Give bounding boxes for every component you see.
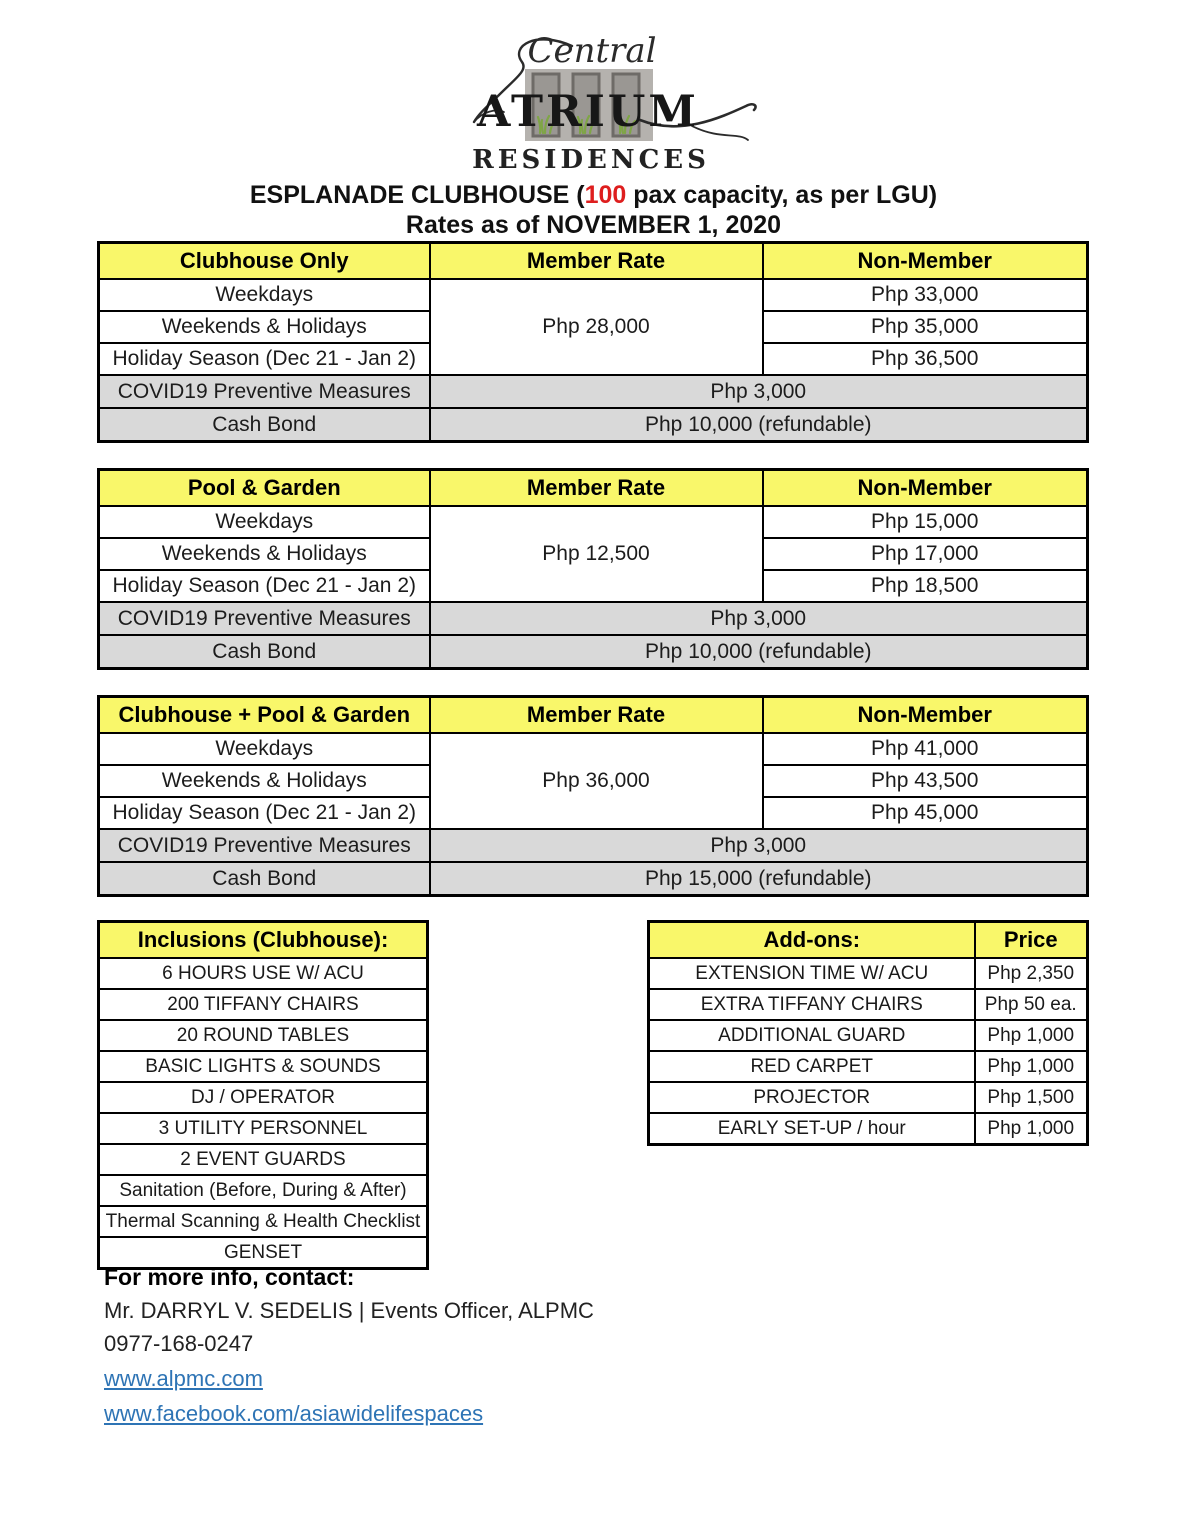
covid-value-cell: Php 3,000: [430, 375, 1088, 408]
day-type-cell: Weekdays: [99, 733, 430, 765]
addon-price: Php 1,000: [975, 1020, 1088, 1051]
day-type-cell: Weekdays: [99, 506, 430, 538]
member-rate-cell: Php 12,500: [430, 506, 763, 602]
member-rate-header: Member Rate: [430, 697, 763, 734]
logo-sub-text: RESIDENCES: [471, 145, 710, 175]
addon-label: EARLY SET-UP / hour: [649, 1113, 975, 1145]
addon-price: Php 50 ea.: [975, 989, 1088, 1020]
logo-script-text: Central: [526, 31, 657, 71]
addon-price: Php 1,000: [975, 1051, 1088, 1082]
inclusion-item: BASIC LIGHTS & SOUNDS: [99, 1051, 428, 1082]
cash-bond-value-cell: Php 10,000 (refundable): [430, 635, 1088, 669]
covid-label-cell: COVID19 Preventive Measures: [99, 829, 430, 862]
non-member-header: Non-Member: [763, 470, 1088, 507]
member-rate-cell: Php 36,000: [430, 733, 763, 829]
logo-main-text: ATRIUM: [476, 87, 699, 137]
inclusion-item: 20 ROUND TABLES: [99, 1020, 428, 1051]
addons-header: Add-ons:: [649, 922, 975, 959]
non-member-header: Non-Member: [763, 243, 1088, 280]
covid-value-cell: Php 3,000: [430, 829, 1088, 862]
day-type-cell: Holiday Season (Dec 21 - Jan 2): [99, 797, 430, 829]
inclusion-item: 200 TIFFANY CHAIRS: [99, 989, 428, 1020]
cash-bond-label-cell: Cash Bond: [99, 408, 430, 442]
table-title-cell: Clubhouse Only: [99, 243, 430, 280]
rate-table-clubhouse-only: [97, 241, 1089, 443]
member-rate-header: Member Rate: [430, 243, 763, 280]
inclusions-header: Inclusions (Clubhouse):: [99, 922, 428, 959]
addon-label: EXTENSION TIME W/ ACU: [649, 958, 975, 989]
inclusion-item: Sanitation (Before, During & After): [99, 1175, 428, 1206]
page-title: [0, 181, 1187, 210]
non-member-header: Non-Member: [763, 697, 1088, 734]
day-type-cell: Weekends & Holidays: [99, 538, 430, 570]
table-title-cell: Pool & Garden: [99, 470, 430, 507]
non-member-rate-cell: Php 35,000: [763, 311, 1088, 343]
addon-price: Php 2,350: [975, 958, 1088, 989]
contact-phone: 0977-168-0247: [104, 1331, 254, 1356]
day-type-cell: Weekends & Holidays: [99, 765, 430, 797]
addon-price: Php 1,500: [975, 1082, 1088, 1113]
table-title-cell: Clubhouse + Pool & Garden: [99, 697, 430, 734]
member-rate-header: Member Rate: [430, 470, 763, 507]
cash-bond-label-cell: Cash Bond: [99, 862, 430, 896]
page-title-capacity: 100: [584, 181, 627, 209]
atrium-logo: [424, 20, 764, 175]
inclusion-item: DJ / OPERATOR: [99, 1082, 428, 1113]
day-type-cell: Holiday Season (Dec 21 - Jan 2): [99, 343, 430, 375]
addon-label: RED CARPET: [649, 1051, 975, 1082]
non-member-rate-cell: Php 18,500: [763, 570, 1088, 602]
non-member-rate-cell: Php 43,500: [763, 765, 1088, 797]
covid-label-cell: COVID19 Preventive Measures: [99, 602, 430, 635]
inclusions-table: [97, 920, 429, 1270]
cash-bond-value-cell: Php 10,000 (refundable): [430, 408, 1088, 442]
non-member-rate-cell: Php 41,000: [763, 733, 1088, 765]
inclusion-item: Thermal Scanning & Health Checklist: [99, 1206, 428, 1237]
contact-person: Mr. DARRYL V. SEDELIS | Events Officer, ALPMC: [104, 1298, 594, 1323]
rate-table-pool-garden: [97, 468, 1089, 670]
addon-price: Php 1,000: [975, 1113, 1088, 1145]
addon-label: PROJECTOR: [649, 1082, 975, 1113]
day-type-cell: Weekdays: [99, 279, 430, 311]
cash-bond-label-cell: Cash Bond: [99, 635, 430, 669]
inclusion-item: 3 UTILITY PERSONNEL: [99, 1113, 428, 1144]
member-rate-cell: Php 28,000: [430, 279, 763, 375]
contact-heading: For more info, contact:: [104, 1264, 355, 1290]
addon-label: EXTRA TIFFANY CHAIRS: [649, 989, 975, 1020]
day-type-cell: Holiday Season (Dec 21 - Jan 2): [99, 570, 430, 602]
rate-table-clubhouse-pool-garden: [97, 695, 1089, 897]
day-type-cell: Weekends & Holidays: [99, 311, 430, 343]
non-member-rate-cell: Php 15,000: [763, 506, 1088, 538]
inclusion-item: GENSET: [99, 1237, 428, 1269]
facebook-link[interactable]: www.facebook.com/asiawidelifespaces: [104, 1401, 484, 1426]
website-link[interactable]: www.alpmc.com: [104, 1366, 263, 1391]
non-member-rate-cell: Php 36,500: [763, 343, 1088, 375]
non-member-rate-cell: Php 17,000: [763, 538, 1088, 570]
page-title-part2: pax capacity, as per LGU): [626, 181, 938, 209]
covid-value-cell: Php 3,000: [430, 602, 1088, 635]
covid-label-cell: COVID19 Preventive Measures: [99, 375, 430, 408]
atrium-logo-graphic: [424, 20, 764, 175]
addon-label: ADDITIONAL GUARD: [649, 1020, 975, 1051]
inclusion-item: 2 EVENT GUARDS: [99, 1144, 428, 1175]
non-member-rate-cell: Php 33,000: [763, 279, 1088, 311]
addons-table: [647, 920, 1089, 1146]
inclusion-item: 6 HOURS USE W/ ACU: [99, 958, 428, 989]
page-title-part1: ESPLANADE CLUBHOUSE (: [249, 181, 585, 209]
cash-bond-value-cell: Php 15,000 (refundable): [430, 862, 1088, 896]
rates-as-of-subtitle: Rates as of NOVEMBER 1, 2020: [405, 211, 782, 239]
contact-block: [104, 1261, 594, 1430]
non-member-rate-cell: Php 45,000: [763, 797, 1088, 829]
addons-price-header: Price: [975, 922, 1088, 959]
